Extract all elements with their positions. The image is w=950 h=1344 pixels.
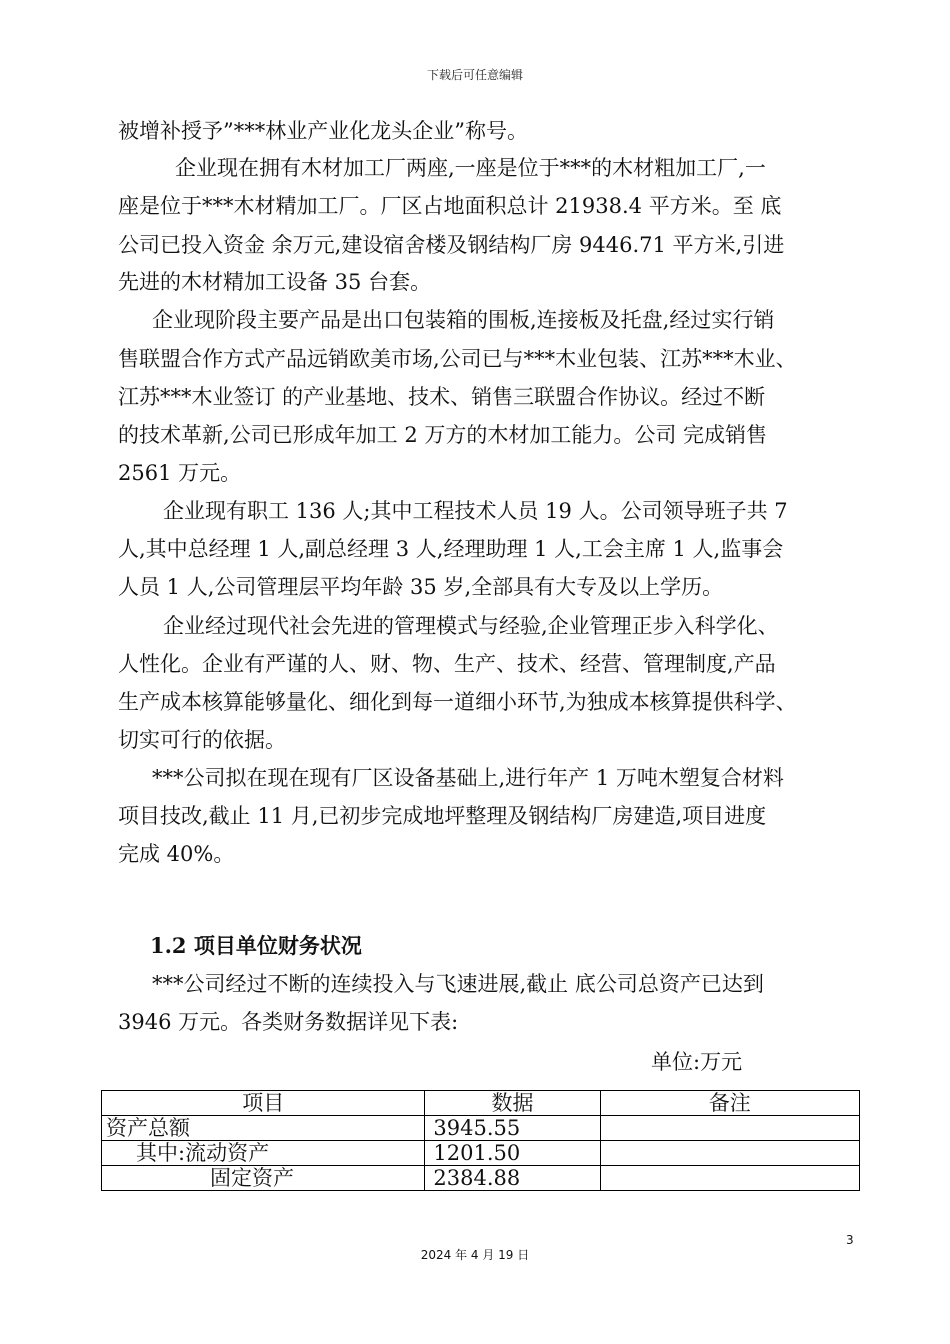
- cell-value: 3945.55: [425, 1116, 600, 1141]
- body-line: ***公司经过不断的连续投入与飞速进展,截止 底公司总资产已达到: [152, 972, 764, 996]
- header-note: 备注: [600, 1091, 859, 1116]
- cell-note: [600, 1116, 859, 1141]
- page-header: 下载后可任意编辑: [426, 68, 523, 82]
- table-row: [102, 1141, 860, 1166]
- table-row: [102, 1116, 860, 1141]
- body-line: 企业经过现代社会先进的管理模式与经验,企业管理正步入科学化、: [163, 614, 779, 638]
- table-row: [102, 1166, 860, 1191]
- financial-table: [101, 1090, 860, 1191]
- header-item: 项目: [102, 1091, 425, 1116]
- body-line: 完成 40%。: [118, 842, 235, 866]
- table-header-row: [102, 1091, 860, 1116]
- cell-value: 2384.88: [425, 1166, 600, 1191]
- body-line: 江苏***木业签订 的产业基地、技术、销售三联盟合作协议。经过不断: [118, 385, 766, 409]
- cell-item: 其中:流动资产: [102, 1141, 425, 1166]
- page-number: 3: [846, 1233, 854, 1247]
- cell-note: [600, 1166, 859, 1191]
- body-line: 生产成本核算能够量化、细化到每一道细小环节,为独成本核算提供科学、: [118, 690, 797, 714]
- body-line: 3946 万元。各类财务数据详见下表:: [118, 1010, 459, 1034]
- body-line: 售联盟合作方式产品远销欧美市场,公司已与***木业包装、江苏***木业、: [118, 347, 797, 371]
- body-line: 先进的木材精加工设备 35 台套。: [118, 270, 432, 294]
- body-line: ***公司拟在现在现有厂区设备基础上,进行年产 1 万吨木塑复合材料: [152, 766, 784, 790]
- body-line: 座是位于***木材精加工厂。厂区占地面积总计 21938.4 平方米。至 底: [118, 194, 782, 218]
- body-line: 的技术革新,公司已形成年加工 2 万方的木材加工能力。公司 完成销售: [118, 423, 768, 447]
- body-line: 企业现在拥有木材加工厂两座,一座是位于***的木材粗加工厂,一: [175, 156, 766, 180]
- cell-note: [600, 1141, 859, 1166]
- body-line: 人,其中总经理 1 人,副总经理 3 人,经理助理 1 人,工会主席 1 人,监事会: [118, 537, 784, 561]
- body-line: 企业现有职工 136 人;其中工程技术人员 19 人。公司领导班子共 7: [163, 499, 788, 523]
- page-footer-date: 2024 年 4 月 19 日: [420, 1248, 530, 1262]
- cell-item: 资产总额: [102, 1116, 425, 1141]
- body-line: 切实可行的依据。: [118, 728, 286, 752]
- body-line: 被增补授予”***林业产业化龙头企业”称号。: [118, 119, 528, 143]
- cell-value: 1201.50: [425, 1141, 600, 1166]
- unit-label: 单位:万元: [651, 1050, 743, 1074]
- body-line: 2561 万元。: [118, 461, 242, 485]
- header-value: 数据: [425, 1091, 600, 1116]
- body-line: 人员 1 人,公司管理层平均年龄 35 岁,全部具有大专及以上学历。: [118, 575, 724, 599]
- cell-item: 固定资产: [102, 1166, 425, 1191]
- body-line: 项目技改,截止 11 月,已初步完成地坪整理及钢结构厂房建造,项目进度: [118, 804, 767, 828]
- body-line: 公司已投入资金 余万元,建设宿舍楼及钢结构厂房 9446.71 平方米,引进: [118, 233, 785, 257]
- body-line: 人性化。企业有严谨的人、财、物、生产、技术、经营、管理制度,产品: [118, 652, 776, 676]
- body-line: 企业现阶段主要产品是出口包装箱的围板,连接板及托盘,经过实行销: [152, 308, 775, 332]
- section-heading: 1.2 项目单位财务状况: [150, 933, 362, 958]
